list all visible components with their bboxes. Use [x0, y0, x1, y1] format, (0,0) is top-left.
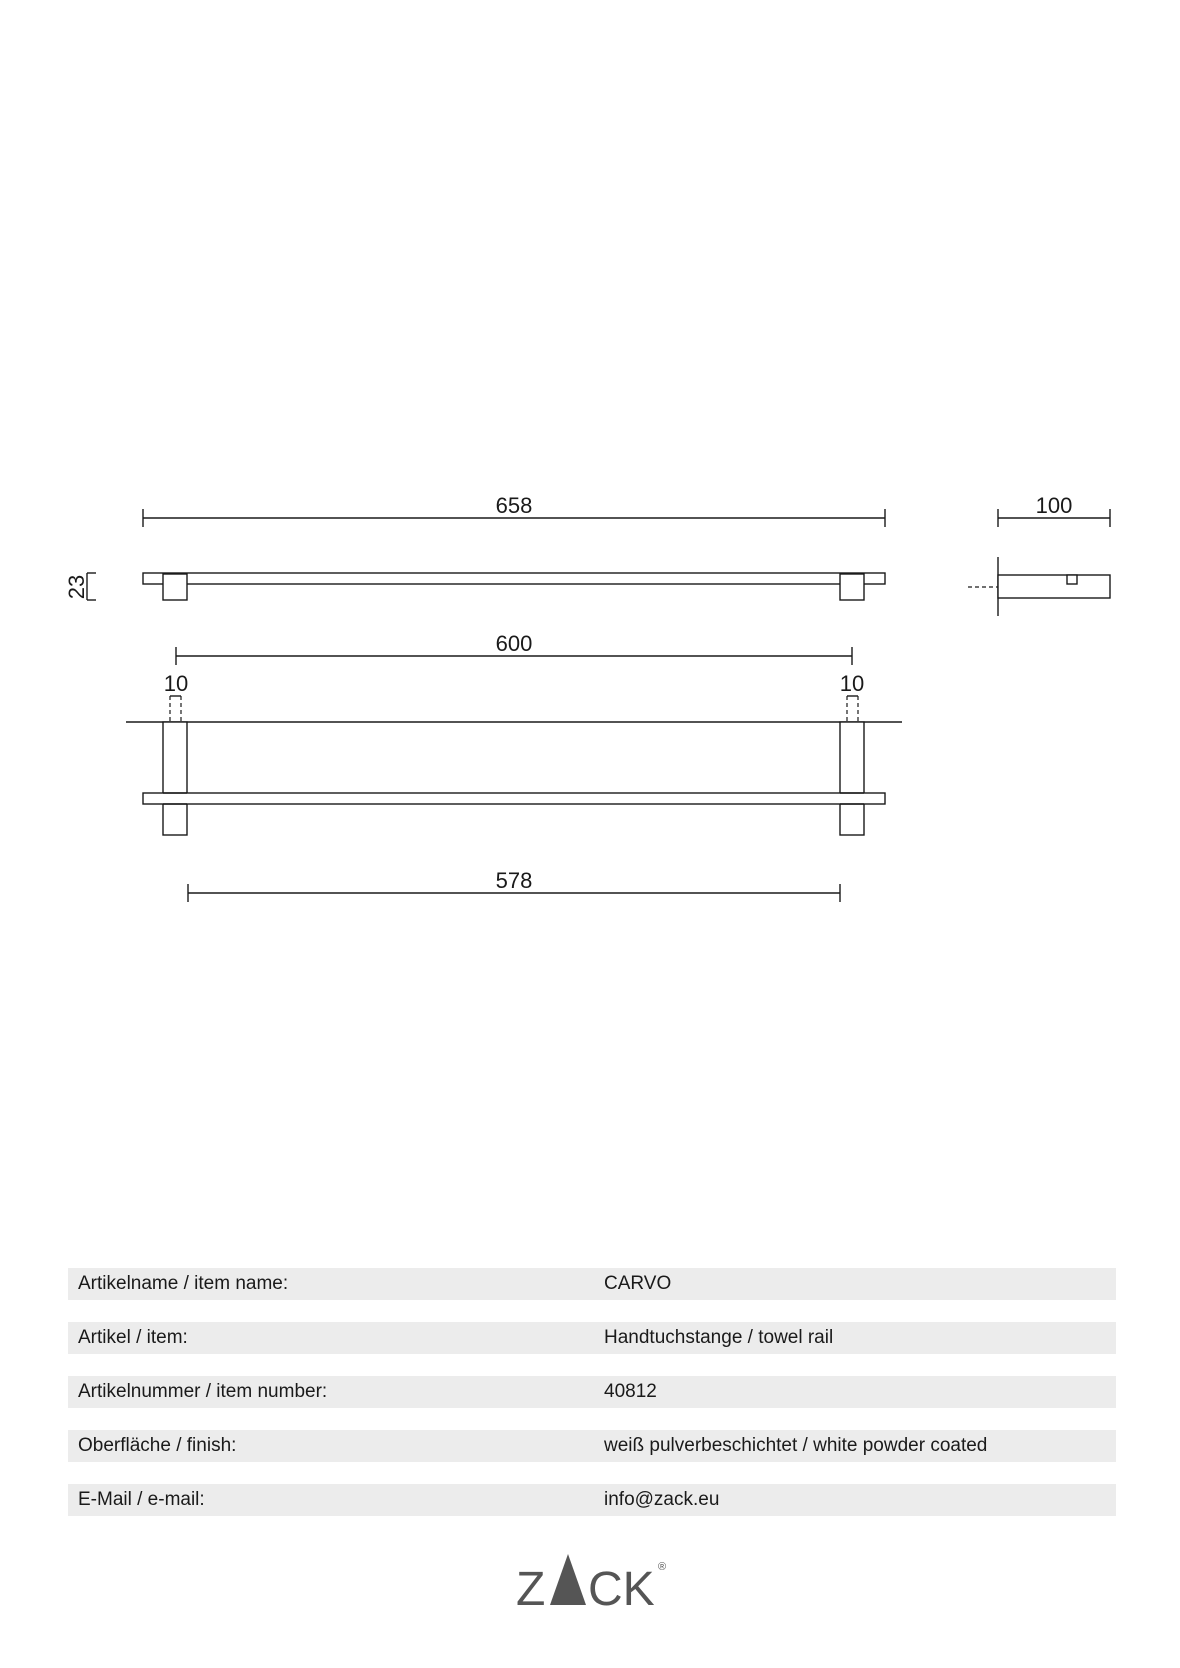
dimension-inner-length [188, 868, 840, 902]
email-link[interactable]: info@zack.eu [604, 1489, 720, 1510]
spec-row-item [68, 1322, 1116, 1354]
registered-mark: ® [658, 1561, 667, 1573]
logo-triangle-icon [550, 1554, 586, 1605]
top-view [126, 722, 902, 835]
zack-logo [514, 1550, 674, 1610]
spec-value: 40812 [604, 1381, 657, 1402]
spec-row-item-name [68, 1268, 1116, 1300]
dimension-inner-length-label: 578 [495, 868, 533, 893]
right-bracket-label: 10 [839, 671, 865, 696]
right-bracket-dimension [840, 671, 864, 722]
dimension-height-label: 23 [64, 574, 89, 600]
side-view [968, 557, 1110, 616]
front-view-rail [143, 573, 885, 600]
dimension-overall-length [143, 493, 885, 527]
spec-row-email [68, 1484, 1116, 1516]
dimension-mount-spacing [176, 631, 852, 665]
spec-value: CARVO [604, 1273, 672, 1294]
logo-letters-ck: CK [588, 1563, 655, 1610]
left-bracket-label: 10 [163, 671, 189, 696]
dimension-overall-length-label: 658 [495, 493, 533, 518]
spec-value: Handtuchstange / towel rail [604, 1327, 834, 1348]
left-bracket-dimension [164, 671, 188, 722]
dimension-depth [998, 493, 1110, 527]
logo-letter-z: Z [516, 1563, 546, 1610]
dimension-depth-label: 100 [1035, 493, 1073, 518]
spec-label: Oberfläche / finish: [78, 1435, 237, 1456]
spec-label: Artikel / item: [78, 1327, 188, 1348]
dimension-height [64, 573, 96, 600]
dimension-mount-spacing-label: 600 [495, 631, 533, 656]
spec-value: weiß pulverbeschichtet / white powder coated [604, 1435, 988, 1456]
spec-label: Artikelnummer / item number: [78, 1381, 328, 1402]
spec-label: E-Mail / e-mail: [78, 1489, 205, 1510]
spec-row-item-number [68, 1376, 1116, 1408]
spec-label: Artikelname / item name: [78, 1273, 289, 1294]
spec-row-finish [68, 1430, 1116, 1462]
